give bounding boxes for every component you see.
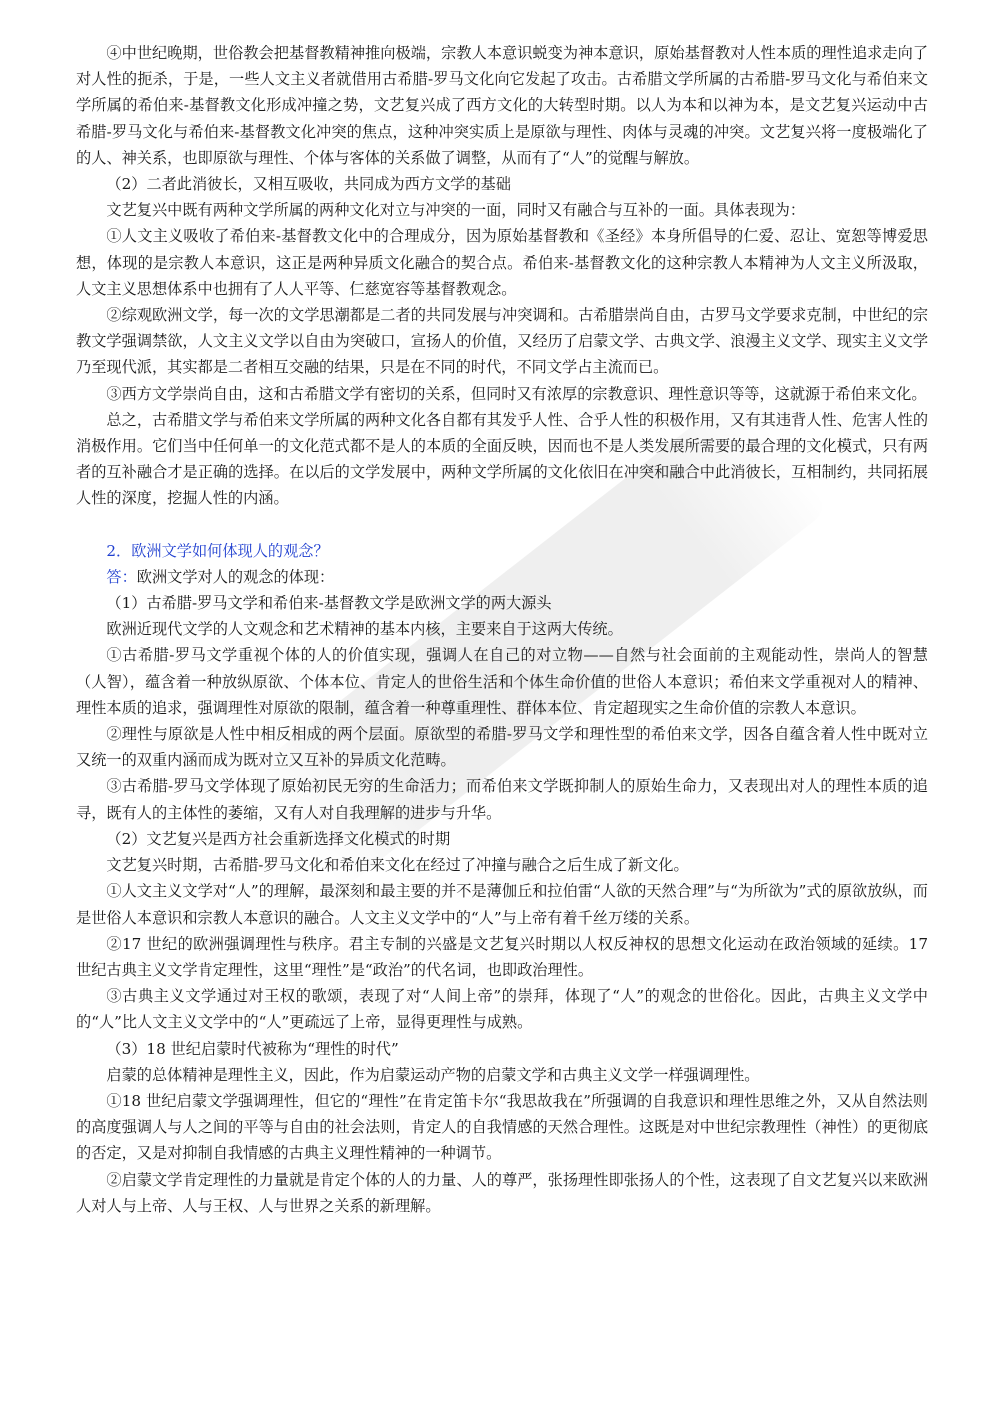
answer-lead: 答： (106, 567, 137, 586)
paragraph: ①人文主义文学对“人”的理解，最深刻和最主要的并不是薄伽丘和拉伯雷“人欲的天然合理”与“为所欲为”式的原欲放纵，而是世俗人本意识和宗教人本意识的融合。人文主义文学中的“人”与上帝有着千丝万缕的关系。 (76, 882, 928, 927)
paragraph: ①人文主义吸收了希伯来-基督教文化中的合理成分，因为原始基督教和《圣经》本身所倡导的仁爱、忍让、宽恕等博爱思想，体现的是宗教人本意识，这正是两种异质文化融合的契合点。希伯来-基督教文化的这种宗教人本精神为人文主义所汲取，人文主义思想体系中也拥有了人人平等、仁慈宽容等基督教观念。 (76, 227, 928, 298)
paragraph: ③西方文学崇尚自由，这和古希腊文学有密切的关系，但同时又有浓厚的宗教意识、理性意识等等，这就源于希伯来文化。 (106, 384, 927, 403)
question-heading: 2．欧洲文学如何体现人的观念？ (106, 541, 329, 560)
paragraph: ①古希腊-罗马文学重视个体的人的价值实现，强调人在自己的对立物——自然与社会面前的主观能动性，崇尚人的智慧（人智），蕴含着一种放纵原欲、个体本位、肯定人的世俗生活和个体生命价值的世俗人本意识；希伯来文学重视对人的精神、理性本质的追求，强调理性对原欲的限制，蕴含着一种尊重理性、群体本位、肯定超现实之生命价值的宗教人本意识。 (76, 646, 928, 717)
section-heading: （2）文艺复兴是西方社会重新选择文化模式的时期 (106, 829, 451, 848)
paragraph: ②17 世纪的欧洲强调理性与秩序。君主专制的兴盛是文艺复兴时期以人权反神权的思想文化运动在政治领域的延续。17 世纪古典主义文学肯定理性，这里“理性”是“政治”的代名词，也即政治理性。 (76, 934, 928, 979)
section-heading: （3）18 世纪启蒙时代被称为“理性的时代” (106, 1039, 399, 1058)
section-heading: （1）古希腊-罗马文学和希伯来-基督教文学是欧洲文学的两大源头 (106, 594, 552, 613)
document-body (76, 40, 928, 1219)
paragraph: ①18 世纪启蒙文学强调理性，但它的“理性”在肯定笛卡尔“我思故我在”所强调的自我意识和理性思维之外，又从自然法则的高度强调人与人之间的平等与自由的社会法则，肯定人的自我情感的天然合理性。这既是对中世纪宗教理性（神性）的更彻底的否定，又是对抑制自我情感的古典主义理性精神的一种调节。 (76, 1091, 928, 1163)
paragraph: 启蒙的总体精神是理性主义，因此，作为启蒙运动产物的启蒙文学和古典主义文学一样强调理性。 (106, 1065, 760, 1084)
paragraph: ②综观欧洲文学，每一次的文学思潮都是二者的共同发展与冲突调和。古希腊崇尚自由，古罗马文学要求克制，中世纪的宗教文学强调禁欲，人文主义文学以自由为突破口，宣扬人的价值，又经历了启蒙文学、古典文学、浪漫主义文学、现实主义文学乃至现代派，其实都是二者相互交融的结果，只是在不同的时代，不同文学占主流而已。 (76, 306, 928, 377)
paragraph: 总之，古希腊文学与希伯来文学所属的两种文化各自都有其发乎人性、合乎人性的积极作用，又有其违背人性、危害人性的消极作用。它们当中任何单一的文化范式都不是人的本质的全面反映，因而也不是人类发展所需要的最合理的文化模式，只有两者的互补融合才是正确的选择。在以后的文学发展中，两种文学所属的文化依旧在冲突和融合中此消彼长，互相制约，共同拓展人性的深度，挖掘人性的内涵。 (76, 410, 928, 508)
paragraph: ④中世纪晚期，世俗教会把基督教精神推向极端，宗教人本意识蜕变为神本意识，原始基督教对人性本质的理性追求走向了对人性的扼杀，于是，一些人文主义者就借用古希腊-罗马文化向它发起了攻击。古希腊文学所属的古希腊-罗马文化与希伯来文学所属的希伯来-基督教文化形成冲撞之势，文艺复兴成了西方文化的大转型时期。以人为本和以神为本，是文艺复兴运动中古希腊-罗马文化与希伯来-基督教文化冲突的焦点，这种冲突实质上是原欲与理性、肉体与灵魂的冲突。文艺复兴将一度极端化了的人、神关系，也即原欲与理性、个体与客体的关系做了调整，从而有了“人”的觉醒与解放。 (76, 44, 928, 167)
paragraph: ②理性与原欲是人性中相反相成的两个层面。原欲型的希腊-罗马文学和理性型的希伯来文学，因各自蕴含着人性中既对立又统一的双重内涵而成为既对立又互补的异质文化范畴。 (76, 725, 928, 770)
answer-text: 欧洲文学对人的观念的体现： (136, 567, 335, 586)
paragraph: ③古希腊-罗马文学体现了原始初民无穷的生命活力；而希伯来文学既抑制人的原始生命力，又表现出对人的理性本质的追寻，既有人的主体性的萎缩，又有人对自我理解的进步与升华。 (76, 777, 928, 822)
paragraph: 文艺复兴中既有两种文学所属的两种文化对立与冲突的一面，同时又有融合与互补的一面。具体表现为： (106, 201, 806, 220)
paragraph: ②启蒙文学肯定理性的力量就是肯定个体的人的力量、人的尊严，张扬理性即张扬人的个性，这表现了自文艺复兴以来欧洲人对人与上帝、人与王权、人与世界之关系的新理解。 (76, 1170, 928, 1215)
paragraph: 文艺复兴时期，古希腊-罗马文化和希伯来文化在经过了冲撞与融合之后生成了新文化。 (106, 856, 689, 875)
paragraph: ③古典主义文学通过对王权的歌颂，表现了对“人间上帝”的崇拜，体现了“人”的观念的世俗化。因此，古典主义文学中的“人”比人文主义文学中的“人”更疏远了上帝，显得更理性与成熟。 (76, 987, 928, 1032)
paragraph: 欧洲近现代文学的人文观念和艺术精神的基本内核，主要来自于这两大传统。 (106, 620, 623, 639)
answer-line (76, 564, 928, 590)
section-heading: （2）二者此消彼长，又相互吸收，共同成为西方文学的基础 (106, 175, 511, 194)
